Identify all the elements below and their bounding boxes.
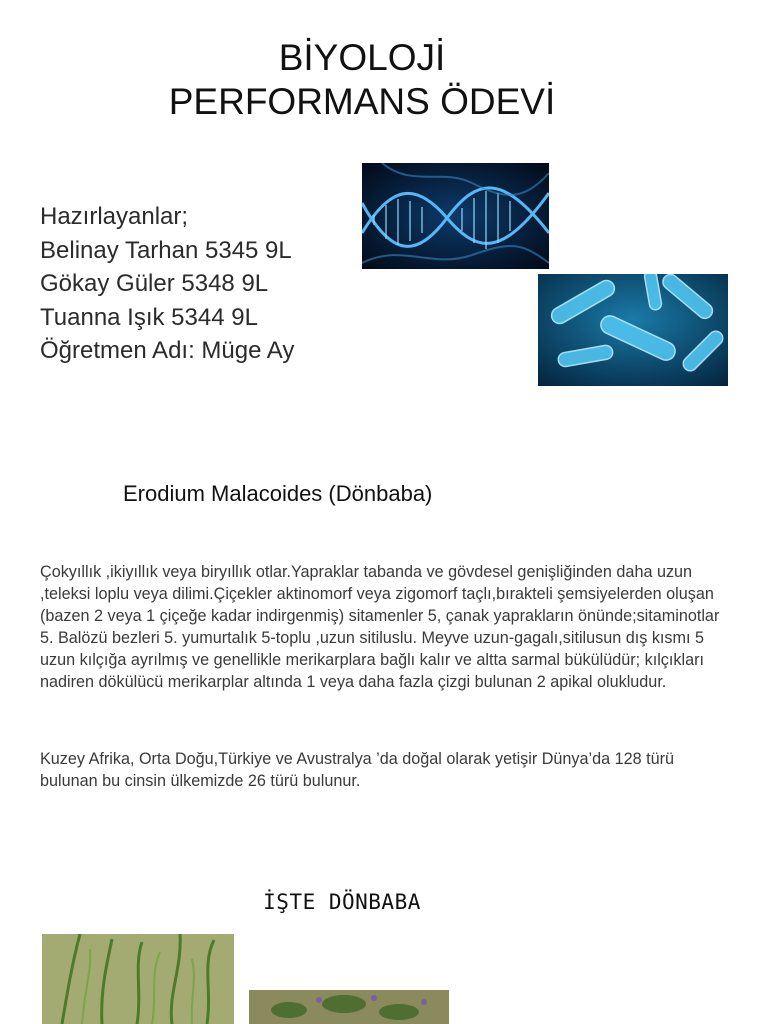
author-line: Gökay Güler 5348 9L	[40, 270, 269, 297]
donbaba-plant-photo	[42, 934, 234, 1024]
authors-block	[40, 200, 294, 368]
species-subtitle: Erodium Malacoides (Dönbaba)	[123, 481, 433, 506]
distribution-paragraph: Kuzey Afrika, Orta Doğu,Türkiye ve Avustralya ’da doğal olarak yetişir Dünya’da 128 türü bulunan bu cinsin ülkemizde 26 türü bulunur.	[40, 750, 675, 790]
authors-label: Hazırlayanlar;	[40, 203, 189, 230]
teacher-line: Öğretmen Adı: Müge Ay	[40, 337, 295, 364]
bacteria-image	[538, 274, 728, 386]
photo-heading: İŞTE DÖNBABA	[263, 890, 421, 914]
author-line: Tuanna Işık 5344 9L	[40, 303, 258, 331]
page-title	[0, 36, 724, 124]
description-paragraph: Çokyıllık ,ikiyıllık veya biryıllık otlar.Yapraklar tabanda ve gövdesel genişliğinden daha uzun ,teleksi loplu veya dilimi.Çiçekler aktinomorf veya zigomorf taçlı,bırakteli şemsiyelerden oluşan (bazen 2 veya 1 çiçeğe kadar indirgenmiş) sitamenler 5, çanak yaprakların önünde;sitaminotlar 5. Balözü bezleri 5. yumurtalık 5-toplu ,uzun sitiluslu. Meyve uzun-gagalı,sitilusun dış kısmı 5 uzun kılçığa ayrılmış ve genellikle merikarplara bağlı kalır ve altta sarmal bükülüdür; kılçıkları nadiren dökülücü merikarplar altında 1 veya daha fazla çizgi bulunan 2 apikal olukludur.	[40, 563, 720, 691]
donbaba-plant-photo-2	[249, 990, 449, 1024]
title-line-1: BİYOLOJİ	[278, 37, 446, 78]
dna-helix-image	[362, 163, 549, 269]
title-line-2: PERFORMANS ÖDEVİ	[168, 81, 556, 122]
author-line: Belinay Tarhan 5345 9L	[40, 236, 292, 264]
